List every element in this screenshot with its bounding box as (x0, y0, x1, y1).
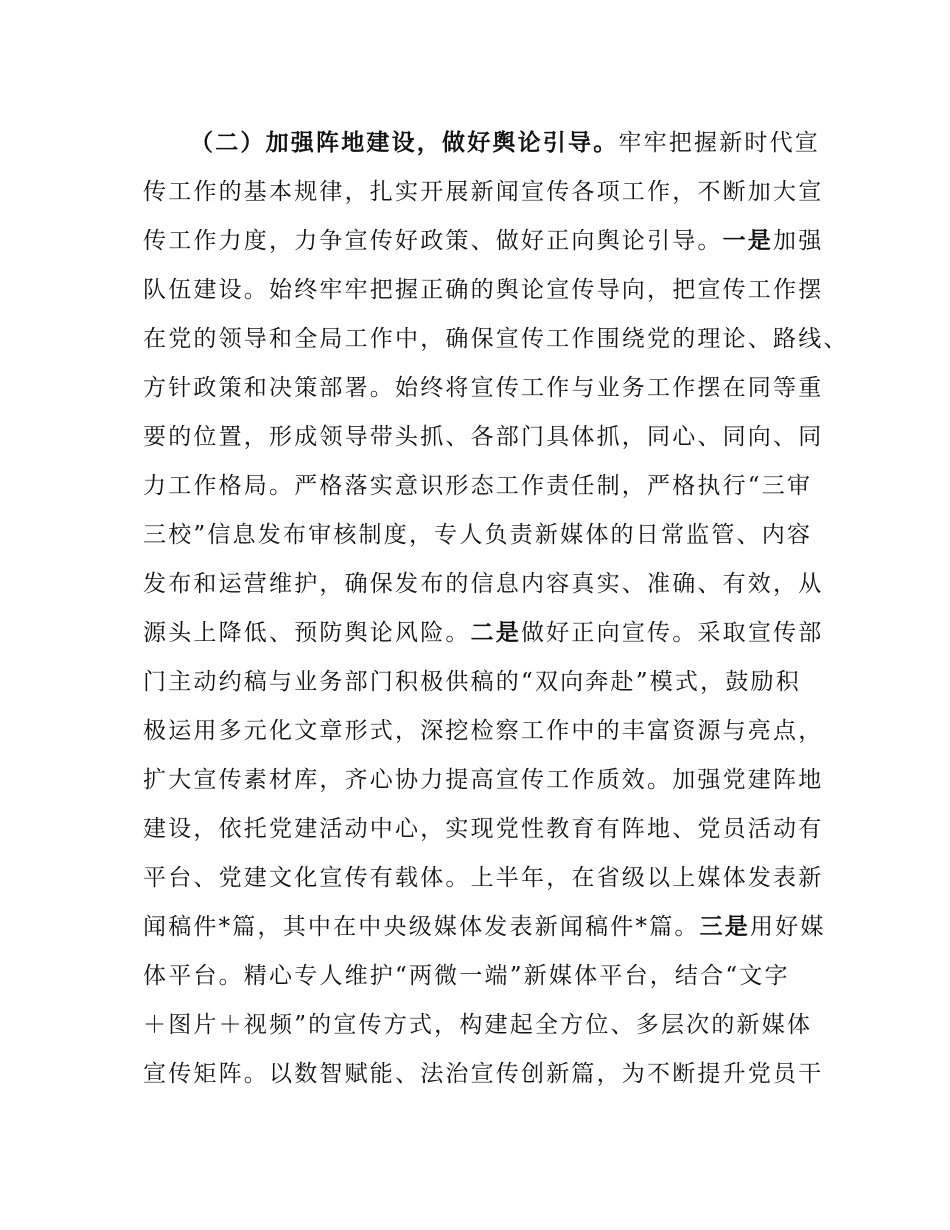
paragraph-line-16 (143, 863, 823, 893)
paragraph-line-7 (143, 422, 823, 452)
paragraph-line-17 (143, 912, 826, 942)
line-text: 传工作力度，力争宣传好政策、做好正向舆论引导。 (143, 228, 723, 254)
paragraph-line-19 (143, 1010, 812, 1040)
line-text: 体平台。精心专人维护“两微一端”新媒体平台，结合“文字 (143, 963, 790, 989)
line-text: 三校”信息发布审核制度，专人负责新媒体的日常监管、内容 (143, 522, 813, 548)
line-text: 扩大宣传素材库，齐心协力提高宣传工作质效。加强党建阵地 (143, 767, 824, 793)
paragraph-line-6 (143, 373, 823, 403)
paragraph-line-11 (143, 618, 823, 648)
section-heading: （二）加强阵地建设，做好舆论引导。 (190, 130, 619, 156)
paragraph-line-8 (143, 471, 812, 501)
line-text: 方针政策和决策部署。始终将宣传工作与业务工作摆在同等重 (143, 375, 824, 401)
line-text: 做好正向宣传。采取宣传部 (521, 620, 824, 646)
line-text: 门主动约稿与业务部门积极供稿的“双向奔赴”模式，鼓励积 (143, 669, 801, 695)
paragraph-line-2 (143, 177, 823, 207)
paragraph-line-10 (143, 569, 823, 599)
line-text: 力工作格局。严格落实意识形态工作责任制，严格执行“三审 (143, 473, 813, 499)
enumeration-marker: 二是 (470, 620, 522, 646)
paragraph-line-15 (143, 814, 823, 844)
paragraph-line-13 (143, 716, 823, 746)
enumeration-marker: 三是 (699, 914, 751, 940)
paragraph-line-9 (143, 520, 812, 550)
line-text: 极运用多元化文章形式，深挖检察工作中的丰富资源与亮点， (143, 718, 824, 744)
paragraph-line-4 (143, 275, 823, 305)
line-text: 用好媒 (750, 914, 826, 940)
line-text: 加强 (773, 228, 824, 254)
paragraph-line-1 (190, 128, 820, 158)
paragraph-line-14 (143, 765, 823, 795)
line-text: 传工作的基本规律，扎实开展新闻宣传各项工作，不断加大宣 (143, 179, 824, 205)
paragraph-line-3 (143, 226, 823, 256)
line-text: 建设，依托党建活动中心，实现党性教育有阵地、党员活动有 (143, 816, 824, 842)
line-text: 牢牢把握新时代宣 (618, 130, 821, 156)
line-text: ＋图片＋视频”的宣传方式，构建起全方位、多层次的新媒体 (143, 1012, 813, 1038)
paragraph-line-5 (143, 324, 849, 354)
line-text: 源头上降低、预防舆论风险。 (143, 620, 471, 646)
paragraph-line-18 (143, 961, 790, 991)
line-text: 平台、党建文化宣传有载体。上半年，在省级以上媒体发表新 (143, 865, 824, 891)
line-text: 队伍建设。始终牢牢把握正确的舆论宣传导向，把宣传工作摆 (143, 277, 824, 303)
paragraph-line-12 (143, 667, 801, 697)
line-text: 发布和运营维护，确保发布的信息内容真实、准确、有效，从 (143, 571, 824, 597)
line-text: 要的位置，形成领导带头抓、各部门具体抓，同心、同向、同 (143, 424, 824, 450)
paragraph-line-20 (143, 1059, 823, 1089)
line-text: 闻稿件*篇，其中在中央级媒体发表新闻稿件*篇。 (143, 914, 700, 940)
enumeration-marker: 一是 (722, 228, 774, 254)
line-text: 在党的领导和全局工作中，确保宣传工作围绕党的理论、路线、 (143, 326, 849, 352)
line-text: 宣传矩阵。以数智赋能、法治宣传创新篇，为不断提升党员干 (143, 1061, 824, 1087)
